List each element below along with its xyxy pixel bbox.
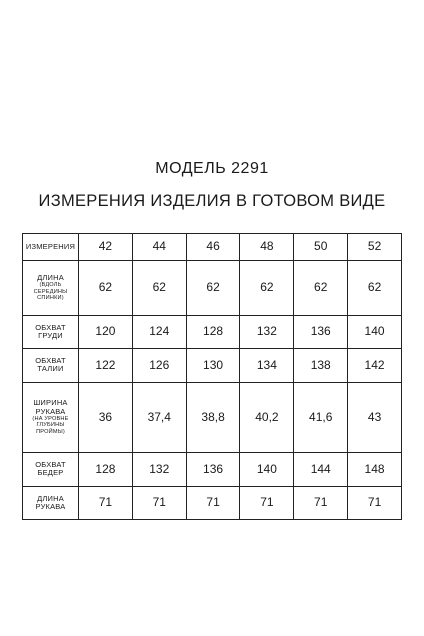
- measurement-value-cell: 126: [132, 349, 186, 382]
- size-header-cell: 50: [294, 234, 348, 261]
- measurement-value-cell: 120: [79, 315, 133, 348]
- measurement-value-cell: 122: [79, 349, 133, 382]
- table-row: [23, 382, 402, 452]
- measurement-value-cell: 62: [240, 261, 294, 316]
- table-row: [23, 349, 402, 382]
- measurement-value-cell: 128: [79, 453, 133, 486]
- measurement-value-cell: 40,2: [240, 382, 294, 452]
- measurement-label: ОБХВАТ БЕДЕР: [35, 460, 66, 478]
- measurement-label: ОБХВАТ ТАЛИИ: [35, 356, 66, 374]
- table-row: [23, 315, 402, 348]
- table-row: [23, 453, 402, 486]
- measurement-value-cell: 71: [294, 486, 348, 520]
- table-row: [23, 486, 402, 520]
- size-header-cell: 44: [132, 234, 186, 261]
- row-header-cell: [23, 382, 79, 452]
- row-header-cell: [23, 453, 79, 486]
- measurement-value-cell: 140: [348, 315, 402, 348]
- size-chart-table: [22, 233, 402, 520]
- size-header-cell: 42: [79, 234, 133, 261]
- measurement-value-cell: 43: [348, 382, 402, 452]
- measurement-value-cell: 36: [79, 382, 133, 452]
- measurement-label: ДЛИНА РУКАВА: [35, 493, 66, 511]
- measurement-value-cell: 71: [348, 486, 402, 520]
- measurement-note: (ВДОЛЬ СЕРЕДИНЫ СПИНКИ): [33, 282, 68, 302]
- row-header-cell: [23, 486, 79, 520]
- measurement-value-cell: 38,8: [186, 382, 240, 452]
- measurement-value-cell: 130: [186, 349, 240, 382]
- table-row: [23, 234, 402, 261]
- measurement-value-cell: 136: [294, 315, 348, 348]
- measurement-value-cell: 144: [294, 453, 348, 486]
- measurement-value-cell: 37,4: [132, 382, 186, 452]
- table-row: [23, 261, 402, 316]
- measurement-value-cell: 62: [186, 261, 240, 316]
- size-chart-body: [23, 234, 402, 520]
- measurement-value-cell: 62: [79, 261, 133, 316]
- measurement-value-cell: 148: [348, 453, 402, 486]
- measurement-label: ИЗМЕРЕНИЯ: [25, 241, 76, 251]
- measurement-value-cell: 71: [79, 486, 133, 520]
- row-header-cell: [23, 315, 79, 348]
- measurement-value-cell: 140: [240, 453, 294, 486]
- measurement-label: ОБХВАТ ГРУДИ: [35, 322, 66, 340]
- measurement-label: ДЛИНА: [37, 273, 64, 283]
- size-header-cell: 52: [348, 234, 402, 261]
- row-header-cell: [23, 234, 79, 261]
- measurement-value-cell: 136: [186, 453, 240, 486]
- measurement-value-cell: 62: [132, 261, 186, 316]
- measurement-note: (НА УРОВНЕ ГЛУБИНЫ ПРОЙМЫ): [32, 415, 69, 435]
- row-header-cell: [23, 349, 79, 382]
- measurement-value-cell: 62: [294, 261, 348, 316]
- page-title: ИЗМЕРЕНИЯ ИЗДЕЛИЯ В ГОТОВОМ ВИДЕ: [38, 192, 386, 210]
- measurement-value-cell: 41,6: [294, 382, 348, 452]
- measurement-value-cell: 142: [348, 349, 402, 382]
- measurement-value-cell: 124: [132, 315, 186, 348]
- measurement-value-cell: 62: [348, 261, 402, 316]
- model-number: МОДЕЛЬ 2291: [155, 160, 269, 177]
- measurement-value-cell: 128: [186, 315, 240, 348]
- measurement-value-cell: 71: [186, 486, 240, 520]
- row-header-cell: [23, 261, 79, 316]
- measurement-value-cell: 132: [132, 453, 186, 486]
- measurement-label: ШИРИНА РУКАВА: [33, 398, 68, 416]
- measurement-value-cell: 132: [240, 315, 294, 348]
- measurement-value-cell: 134: [240, 349, 294, 382]
- measurement-value-cell: 71: [132, 486, 186, 520]
- measurement-value-cell: 71: [240, 486, 294, 520]
- size-header-cell: 46: [186, 234, 240, 261]
- measurement-value-cell: 138: [294, 349, 348, 382]
- size-header-cell: 48: [240, 234, 294, 261]
